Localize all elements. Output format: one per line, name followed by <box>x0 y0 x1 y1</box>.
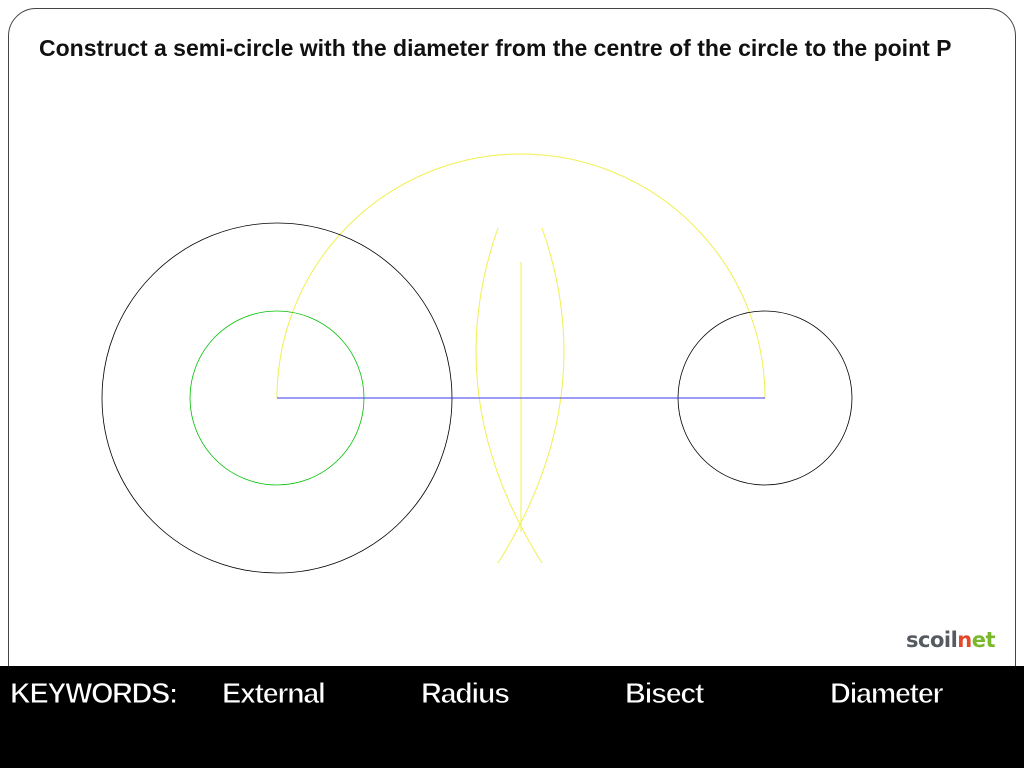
bisector-arc-right <box>498 228 564 563</box>
keywords-bar <box>0 666 1024 768</box>
logo-text-a: scoil <box>906 628 958 652</box>
keyword-bisect: Bisect <box>625 678 704 710</box>
keyword-diameter: Diameter <box>830 678 943 710</box>
instruction-text: Construct a semi-circle with the diameter from the centre of the circle to the point P <box>39 35 952 61</box>
bisector-arc-left <box>476 228 542 563</box>
keyword-radius: Radius <box>421 678 509 710</box>
scoilnet-logo <box>906 626 995 654</box>
logo-text-c: et <box>971 628 996 652</box>
keywords-title: KEYWORDS: <box>10 678 177 710</box>
logo-text-b: n <box>957 628 972 652</box>
keyword-external: External <box>222 678 325 710</box>
